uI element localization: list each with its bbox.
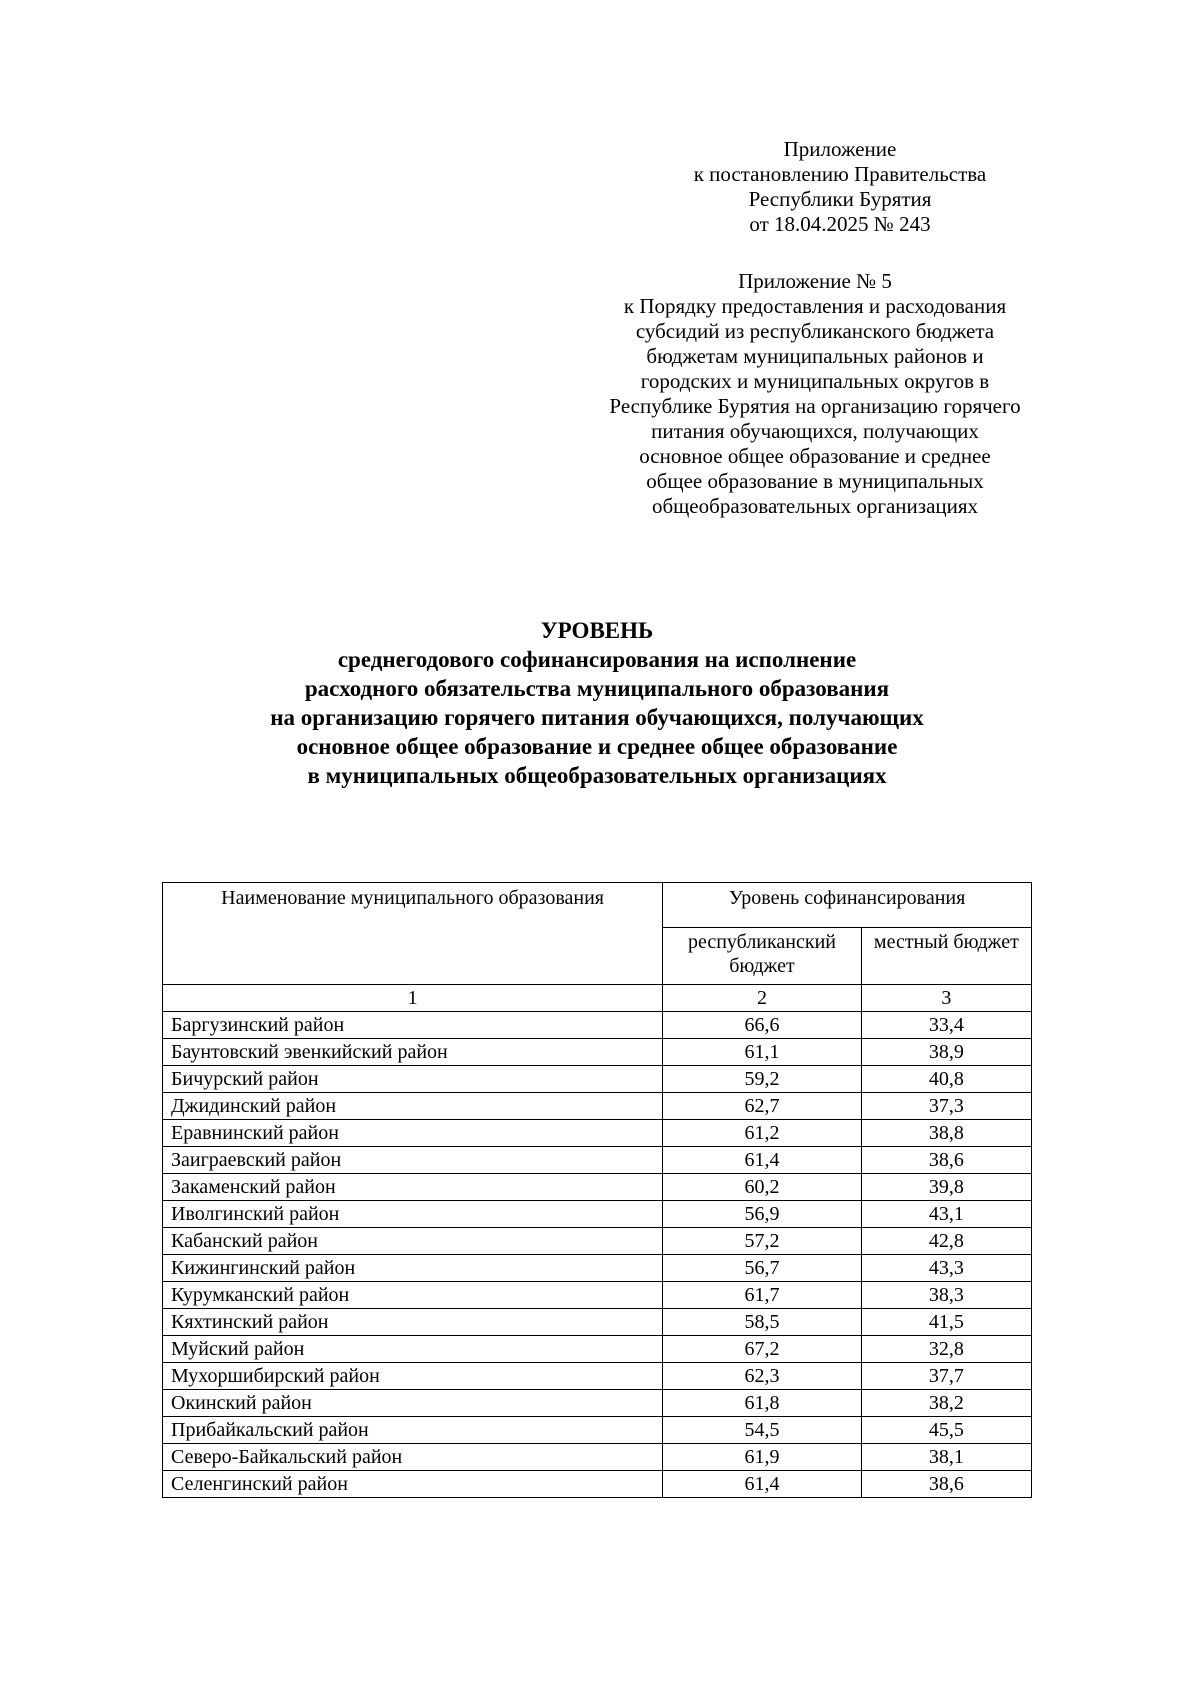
republic-share: 61,4 xyxy=(663,1147,862,1174)
appendix5-line: основное общее образование и среднее xyxy=(639,444,991,468)
appendix5-line: субсидий из республиканского бюджета xyxy=(635,319,995,343)
republic-share: 62,3 xyxy=(663,1363,862,1390)
appendix5-line: Республике Бурятия на организацию горячего xyxy=(609,394,1021,418)
republic-share: 57,2 xyxy=(663,1228,862,1255)
table-row xyxy=(163,1012,1032,1039)
table-row xyxy=(163,1147,1032,1174)
republic-share: 54,5 xyxy=(663,1417,862,1444)
municipality-name: Баргузинский район xyxy=(163,1012,663,1039)
republic-share: 62,7 xyxy=(663,1093,862,1120)
municipality-name: Кижингинский район xyxy=(163,1255,663,1282)
local-share: 38,3 xyxy=(861,1282,1031,1309)
appendix5-line: к Порядку предоставления и расходования xyxy=(623,294,1007,318)
column-number: 1 xyxy=(163,985,663,1012)
republic-share: 56,9 xyxy=(663,1201,862,1228)
municipality-name: Иволгинский район xyxy=(163,1201,663,1228)
table-row xyxy=(163,1228,1032,1255)
republic-share: 61,9 xyxy=(663,1444,862,1471)
table-row xyxy=(163,1363,1032,1390)
republic-share: 58,5 xyxy=(663,1309,862,1336)
local-share: 43,1 xyxy=(861,1201,1031,1228)
table-row xyxy=(163,1201,1032,1228)
local-share: 32,8 xyxy=(861,1336,1031,1363)
appendix-heading xyxy=(640,137,1040,237)
appendix-line: от 18.04.2025 № 243 xyxy=(749,212,931,236)
local-share: 38,6 xyxy=(861,1147,1031,1174)
municipality-name: Селенгинский район xyxy=(163,1471,663,1498)
table-row xyxy=(163,1444,1032,1471)
local-share: 37,3 xyxy=(861,1093,1031,1120)
header-local-budget xyxy=(861,928,1031,985)
appendix5-line: общеобразовательных организациях xyxy=(651,494,979,518)
municipality-name: Муйский район xyxy=(163,1336,663,1363)
table-row xyxy=(163,1417,1032,1444)
municipality-name: Прибайкальский район xyxy=(163,1417,663,1444)
republic-share: 61,7 xyxy=(663,1282,862,1309)
table-row xyxy=(163,1309,1032,1336)
appendix-line: Приложение xyxy=(783,137,897,161)
local-share: 39,8 xyxy=(861,1174,1031,1201)
municipality-name: Кяхтинский район xyxy=(163,1309,663,1336)
table-row xyxy=(163,1336,1032,1363)
table-row xyxy=(163,1039,1032,1066)
table-body xyxy=(163,1012,1032,1498)
municipality-name: Закаменский район xyxy=(163,1174,663,1201)
column-number: 3 xyxy=(861,985,1031,1012)
table-row xyxy=(163,1174,1032,1201)
appendix5-line: городских и муниципальных округов в xyxy=(640,369,990,393)
table-row xyxy=(163,1120,1032,1147)
table-row xyxy=(163,1471,1032,1498)
local-share: 38,1 xyxy=(861,1444,1031,1471)
local-share: 33,4 xyxy=(861,1012,1031,1039)
local-share: 41,5 xyxy=(861,1309,1031,1336)
local-share: 37,7 xyxy=(861,1363,1031,1390)
republic-share: 60,2 xyxy=(663,1174,862,1201)
republic-share: 61,8 xyxy=(663,1390,862,1417)
table-row xyxy=(163,1282,1032,1309)
municipality-name: Курумканский район xyxy=(163,1282,663,1309)
republic-share: 61,4 xyxy=(663,1471,862,1498)
column-number: 2 xyxy=(663,985,862,1012)
appendix5-line: бюджетам муниципальных районов и xyxy=(646,344,984,368)
local-share: 43,3 xyxy=(861,1255,1031,1282)
appendix5-heading xyxy=(580,269,1050,519)
municipality-name: Бичурский район xyxy=(163,1066,663,1093)
municipality-name: Баунтовский эвенкийский район xyxy=(163,1039,663,1066)
republic-share: 59,2 xyxy=(663,1066,862,1093)
local-share: 42,8 xyxy=(861,1228,1031,1255)
municipality-name: Кабанский район xyxy=(163,1228,663,1255)
table-row xyxy=(163,1255,1032,1282)
local-share: 38,2 xyxy=(861,1390,1031,1417)
local-share: 38,6 xyxy=(861,1471,1031,1498)
local-share: 38,9 xyxy=(861,1039,1031,1066)
republic-share: 56,7 xyxy=(663,1255,862,1282)
document-title xyxy=(100,616,1094,790)
header-municipality: Наименование муниципального образования xyxy=(163,883,663,985)
table-row xyxy=(163,1093,1032,1120)
cofinancing-table xyxy=(162,882,1032,1498)
appendix5-line: общее образование в муниципальных xyxy=(646,469,984,493)
header-cofinancing-level: Уровень софинансирования xyxy=(663,883,1032,928)
table-row xyxy=(163,1066,1032,1093)
republic-share: 61,1 xyxy=(663,1039,862,1066)
header-republic-budget xyxy=(663,928,862,985)
appendix-line: к постановлению Правительства xyxy=(693,162,987,186)
title-line: основное общее образование и среднее общее образование xyxy=(296,734,898,759)
title-line: среднегодового софинансирования на исполнение xyxy=(337,647,857,672)
title-line: в муниципальных общеобразовательных организациях xyxy=(307,763,887,788)
title-line: УРОВЕНЬ xyxy=(540,618,654,643)
municipality-name: Еравнинский район xyxy=(163,1120,663,1147)
republic-share: 66,6 xyxy=(663,1012,862,1039)
municipality-name: Окинский район xyxy=(163,1390,663,1417)
local-share: 38,8 xyxy=(861,1120,1031,1147)
title-line: на организацию горячего питания обучающихся, получающих xyxy=(270,705,924,730)
appendix5-line: питания обучающихся, получающих xyxy=(651,419,979,443)
local-share: 40,8 xyxy=(861,1066,1031,1093)
municipality-name: Северо-Байкальский район xyxy=(163,1444,663,1471)
republic-share: 61,2 xyxy=(663,1120,862,1147)
local-share: 45,5 xyxy=(861,1417,1031,1444)
municipality-name: Мухоршибирский район xyxy=(163,1363,663,1390)
municipality-name: Заиграевский район xyxy=(163,1147,663,1174)
appendix5-line: Приложение № 5 xyxy=(738,269,892,293)
appendix-line: Республики Бурятия xyxy=(748,187,932,211)
republic-share: 67,2 xyxy=(663,1336,862,1363)
header-republic-budget-label: республиканский бюджет xyxy=(687,931,836,977)
municipality-name: Джидинский район xyxy=(163,1093,663,1120)
table-row xyxy=(163,1390,1032,1417)
title-line: расходного обязательства муниципального образования xyxy=(304,676,890,701)
header-local-budget-label: местный бюджет xyxy=(873,931,1019,953)
